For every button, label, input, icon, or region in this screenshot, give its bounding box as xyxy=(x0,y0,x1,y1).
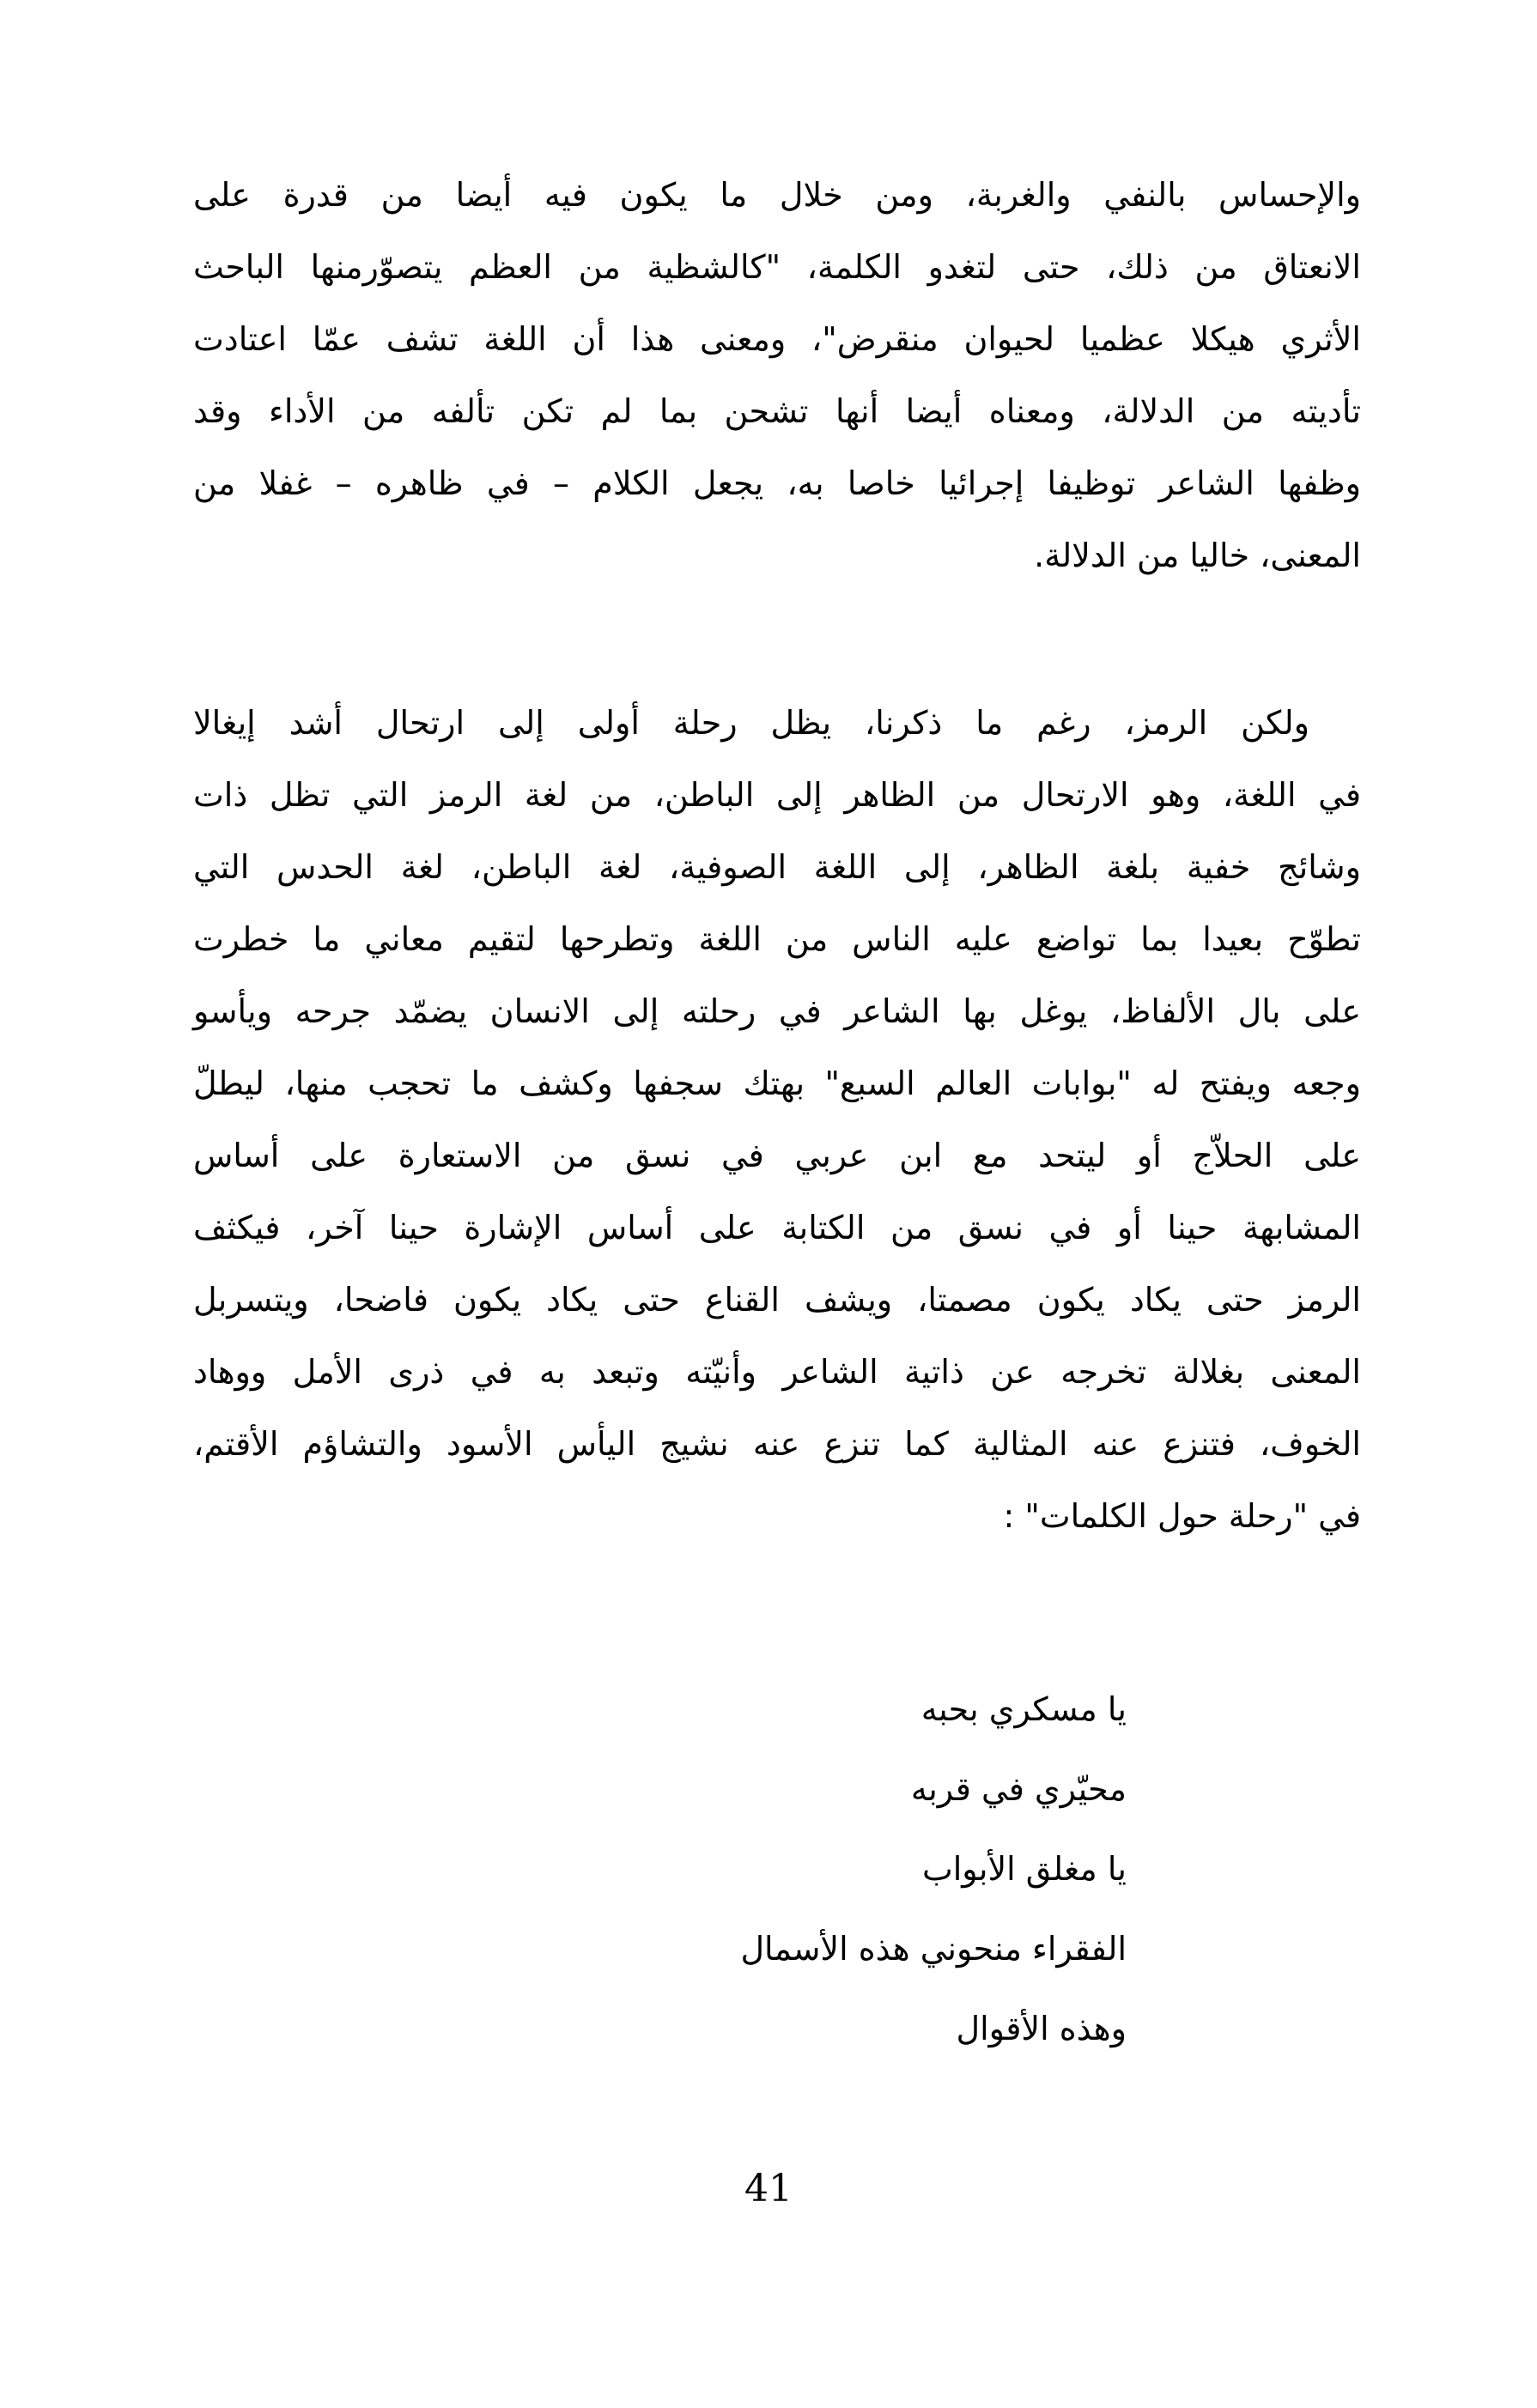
text-line: الانعتاق من ذلك، حتى لتغدو الكلمة، "كالشظية من العظم يتصوّرمنها الباحث xyxy=(193,248,1361,286)
text-line: الخوف، فتنزع عنه المثالية كما تنزع عنه نشيج اليأس الأسود والتشاؤم الأقتم، xyxy=(193,1425,1361,1463)
poem-line: محيّري في قربه xyxy=(910,1770,1127,1808)
text-line: في "رحلة حول الكلمات" : xyxy=(1003,1497,1361,1535)
text-line: وجعه ويفتح له "بوابات العالم السبع" بهتك سجفها وكشف ما تحجب منها، ليطلّ xyxy=(193,1064,1361,1102)
text-line: والإحساس بالنفي والغربة، ومن خلال ما يكون فيه أيضا من قدرة على xyxy=(193,176,1361,214)
text-line: تأديته من الدلالة، ومعناه أيضا أنها تشحن بما لم تكن تألفه من الأداء وقد xyxy=(193,392,1361,430)
text-line: ولكن الرمز، رغم ما ذكرنا، يظل رحلة أولى إلى ارتحال أشد إيغالا xyxy=(193,704,1309,742)
text-line: المشابهة حينا أو في نسق من الكتابة على أساس الإشارة حينا آخر، فيكثف xyxy=(193,1209,1361,1246)
poem-line: يا مسكري بحبه xyxy=(920,1690,1127,1728)
text-line: وظفها الشاعر توظيفا إجرائيا خاصا به، يجعل الكلام – في ظاهره – غفلا من xyxy=(193,464,1361,502)
text-line: في اللغة، وهو الارتحال من الظاهر إلى الباطن، من لغة الرمز التي تظل ذات xyxy=(193,776,1361,814)
text-line: على الحلاّج أو ليتحد مع ابن عربي في نسق من الاستعارة على أساس xyxy=(193,1137,1361,1174)
text-line: وشائج خفية بلغة الظاهر، إلى اللغة الصوفية، لغة الباطن، لغة الحدس التي xyxy=(193,848,1361,886)
text-line: الرمز حتى يكاد يكون مصمتا، ويشف القناع حتى يكاد يكون فاضحا، ويتسربل xyxy=(193,1281,1361,1319)
text-line: على بال الألفاظ، يوغل بها الشاعر في رحلته إلى الانسان يضمّد جرحه ويأسو xyxy=(193,992,1361,1030)
text-line: الأثري هيكلا عظميا لحيوان منقرض"، ومعنى هذا أن اللغة تشف عمّا اعتادت xyxy=(193,320,1361,358)
poem-line: يا مغلق الأبواب xyxy=(921,1850,1127,1888)
text-line: تطوّح بعيدا بما تواضع عليه الناس من اللغة وتطرحها لتقيم معاني ما خطرت xyxy=(193,920,1361,958)
paragraph-2 xyxy=(193,687,1361,1552)
text-line: المعنى بغلالة تخرجه عن ذاتية الشاعر وأنيّته وتبعد به في ذرى الأمل ووهاد xyxy=(193,1353,1361,1391)
poem-block xyxy=(611,1670,1127,2069)
page-number: 41 xyxy=(744,2167,793,2211)
poem-line: وهذه الأقوال xyxy=(956,2010,1127,2047)
text-line: المعنى، خاليا من الدلالة. xyxy=(1034,537,1361,574)
poem-line: الفقراء منحوني هذه الأسمال xyxy=(740,1930,1127,1968)
paragraph-1 xyxy=(193,159,1361,591)
